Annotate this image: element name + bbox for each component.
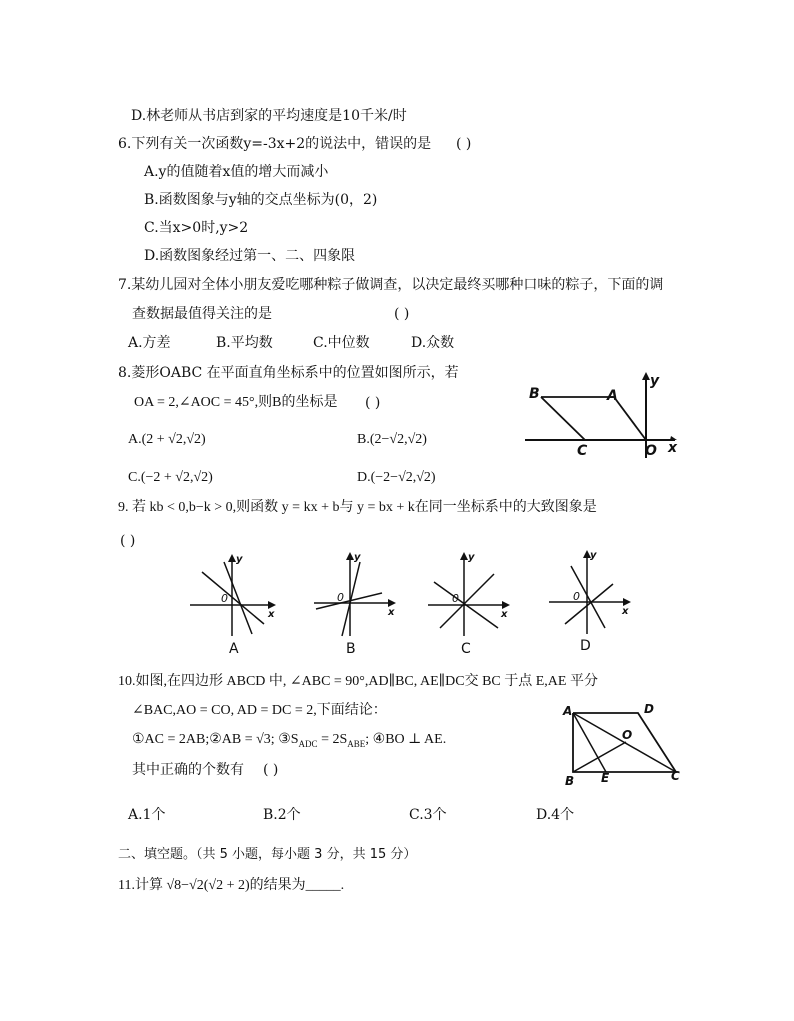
q8-label-x: x: [668, 440, 678, 456]
q8-stem-line1: 8.菱形OABC 在平面直角坐标系中的位置如图所示，若: [118, 365, 459, 381]
q6-option-b: B.函数图象与y轴的交点坐标为(0，2): [144, 192, 378, 208]
q10-conclusions: [132, 731, 446, 753]
q9-graph-c-label: C: [461, 641, 471, 657]
q9-stem: 9. 若 kb < 0,b−k > 0,则函数 y = kx + b与 y = bx + k在同一坐标系中的大致图象是: [118, 500, 597, 515]
q10-sub-abe: ABE: [347, 738, 366, 749]
q10-label-b: B: [565, 774, 575, 788]
q8-stem-line2: OA = 2,∠AOC = 45°,则B的坐标是: [134, 395, 338, 410]
q9-graph-b-o: 0: [337, 591, 344, 604]
q10-label-a: A: [563, 704, 573, 718]
q8-option-c: C.(−2 + √2,√2): [128, 470, 213, 485]
q5-option-d: D.林老师从书店到家的平均速度是10千米/时: [131, 108, 407, 124]
q6-answer-paren: ( ): [456, 136, 472, 152]
q9-graph-d-label: D: [580, 638, 591, 654]
q10-conclusions-part2: = 2S: [317, 732, 348, 747]
q9-answer-paren: ( ): [120, 533, 136, 549]
q10-label-o: O: [622, 728, 633, 742]
q9-graph-d-x: x: [622, 606, 629, 617]
q10-option-a: A.1个: [128, 807, 166, 823]
q9-graph-d-o: 0: [573, 590, 580, 603]
q6-option-a: A.y的值随着x值的增大而减小: [144, 164, 329, 180]
q9-graph-a-y: y: [236, 554, 243, 565]
q7-option-b: B.平均数: [216, 335, 273, 351]
q10-conclusions-part3: ; ④BO ⊥ AE.: [365, 732, 447, 747]
q8-label-c: C: [577, 443, 588, 459]
q7-stem-line1: 7.某幼儿园对全体小朋友爱吃哪种粽子做调查，以决定最终买哪种口味的粽子，下面的调: [118, 277, 664, 293]
q10-count-prompt: 其中正确的个数有: [132, 762, 244, 778]
q8-label-o: O: [645, 443, 657, 459]
q10-stem-line1: 10.如图,在四边形 ABCD 中, ∠ABC = 90°,AD∥BC, AE∥DC交 BC 于点 E,AE 平分: [118, 674, 598, 689]
q6-stem: 6.下列有关一次函数y=-3x+2的说法中，错误的是: [118, 136, 432, 152]
q10-label-d: D: [644, 702, 654, 716]
q7-option-d: D.众数: [411, 335, 455, 351]
q7-stem-line2: 查数据最值得关注的是: [132, 306, 272, 322]
q7-option-a: A.方差: [128, 335, 171, 351]
q8-option-a: A.(2 + √2,√2): [128, 432, 206, 447]
q9-graph-c-y: y: [468, 552, 475, 563]
q10-stem-line2: ∠BAC,AO = CO, AD = DC = 2,下面结论：: [132, 703, 387, 718]
q8-option-d: D.(−2−√2,√2): [357, 470, 436, 485]
q11-stem: 11.计算 √8−√2(√2 + 2)的结果为_____.: [118, 878, 345, 893]
q7-answer-paren: ( ): [394, 306, 410, 322]
q9-graph-d-y: y: [590, 550, 597, 561]
q10-option-d: D.4个: [536, 807, 575, 823]
q8-label-a: A: [607, 388, 618, 404]
q10-sub-adc: ADC: [298, 738, 318, 749]
q8-answer-paren: ( ): [365, 395, 381, 411]
q10-option-c: C.3个: [409, 807, 447, 823]
q10-conclusions-part1: ①AC = 2AB;②AB = √3; ③S: [132, 732, 299, 747]
q10-label-c: C: [671, 769, 680, 783]
q9-graph-a-x: x: [268, 609, 275, 620]
q8-option-b: B.(2−√2,√2): [357, 432, 427, 447]
section-2-heading: 二、填空题。（共 5 小题，每小题 3 分，共 15 分）: [118, 847, 417, 862]
q9-graph-c-x: x: [501, 609, 508, 620]
q6-option-d: D.函数图象经过第一、二、四象限: [144, 248, 356, 264]
q8-label-y: y: [650, 373, 660, 389]
q9-graph-b-label: B: [346, 641, 356, 657]
q8-rhombus-figure: [515, 370, 685, 465]
q7-option-c: C.中位数: [313, 335, 370, 351]
q10-label-e: E: [601, 771, 610, 785]
q9-graph-a: [190, 550, 280, 640]
q9-graph-a-o: 0: [221, 592, 228, 605]
q9-graph-c-o: 0: [452, 592, 459, 605]
q10-answer-paren: ( ): [263, 762, 279, 778]
q9-graph-a-label: A: [229, 641, 239, 657]
q8-label-b: B: [529, 386, 540, 402]
q9-graph-b-y: y: [354, 552, 361, 563]
q10-option-b: B.2个: [263, 807, 301, 823]
q6-option-c: C.当x>0时,y>2: [144, 220, 249, 236]
q9-graph-b-x: x: [388, 607, 395, 618]
